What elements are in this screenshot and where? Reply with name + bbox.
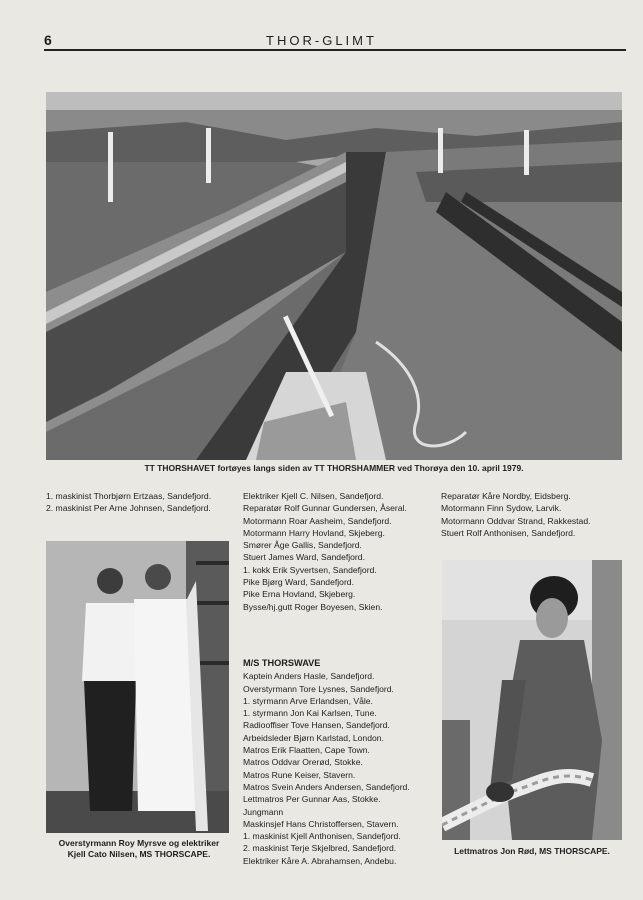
list-item: Jungmann (243, 806, 284, 817)
list-item: Motormann Oddvar Strand, Rakkestad. (441, 515, 591, 526)
crew-list-col3 (441, 490, 621, 539)
list-item: Matros Erik Flaatten, Cape Town. (243, 745, 370, 756)
left-photo-caption (44, 838, 234, 860)
right-photo (442, 560, 622, 840)
list-item: 1. styrmann Arve Erlandsen, Våle. (243, 695, 373, 706)
list-item: Maskinsjef Hans Christoffersen, Stavern. (243, 818, 399, 829)
page-number: 6 (44, 32, 52, 48)
list-item: 2. maskinist Terje Skjelbred, Sandefjord. (243, 843, 397, 854)
crew-list-col2 (243, 490, 433, 613)
top-photo-caption: TT THORSHAVET fortøyes langs siden av TT THORSHAMMER ved Thorøya den 10. april 1979. (144, 463, 524, 473)
list-item: Matros Svein Anders Andersen, Sandefjord. (243, 781, 410, 792)
list-item: Elektriker Kåre A. Abrahamsen, Andebu. (243, 855, 397, 866)
list-item: Reparatør Rolf Gunnar Gundersen, Åseral. (243, 503, 407, 514)
list-item: 2. maskinist Per Arne Johnsen, Sandefjord. (46, 503, 211, 514)
list-item: Motormann Finn Sydow, Larvik. (441, 503, 562, 514)
list-item: Lettmatros Per Gunnar Aas, Stokke. (243, 794, 381, 805)
list-item: Motormann Roar Aasheim, Sandefjord. (243, 515, 392, 526)
list-item: 1. maskinist Kjell Anthonisen, Sandefjord. (243, 831, 401, 842)
publication-title: THOR-GLIMT (266, 33, 377, 48)
list-item: Stuert James Ward, Sandefjord. (243, 552, 365, 563)
list-item: Smører Åge Gallis, Sandefjord. (243, 540, 362, 551)
list-item: Arbeidsleder Bjørn Karlstad, London. (243, 732, 384, 743)
crew-list-col1 (46, 490, 216, 515)
list-item: Bysse/hj.gutt Roger Boyesen, Skien. (243, 601, 383, 612)
list-item: 1. kokk Erik Syvertsen, Sandefjord. (243, 564, 377, 575)
list-item: Overstyrmann Tore Lysnes, Sandefjord. (243, 683, 394, 694)
list-item: 1. styrmann Jon Kai Karlsen, Tune. (243, 708, 377, 719)
left-photo (46, 541, 229, 833)
caption-line: Kjell Cato Nilsen, MS THORSCAPE. (67, 849, 211, 859)
top-photo (46, 92, 622, 460)
section-title: M/S THORSWAVE (243, 658, 321, 668)
list-item: Radiooffiser Tove Hansen, Sandefjord. (243, 720, 390, 731)
list-item: Pike Bjørg Ward, Sandefjord. (243, 577, 354, 588)
right-photo-caption: Lettmatros Jon Rød, MS THORSCAPE. (454, 846, 610, 856)
list-item: Elektriker Kjell C. Nilsen, Sandefjord. (243, 491, 384, 501)
list-item: Matros Rune Keiser, Stavern. (243, 769, 356, 780)
list-item: Reparatør Kåre Nordby, Eidsberg. (441, 491, 571, 501)
caption-line: Overstyrmann Roy Myrsve og elektriker (58, 838, 220, 848)
page-header (0, 0, 643, 52)
thorswave-section (243, 657, 433, 867)
list-item: Stuert Rolf Anthonisen, Sandefjord. (441, 527, 576, 538)
list-item: 1. maskinist Thorbjørn Ertzaas, Sandefjord. (46, 491, 212, 501)
list-item: Pike Erna Hovland, Skjeberg. (243, 589, 356, 600)
list-item: Kaptein Anders Hasle, Sandefjord. (243, 671, 375, 682)
header-rule (44, 49, 626, 51)
list-item: Motormann Harry Hovland, Skjeberg. (243, 527, 385, 538)
list-item: Matros Oddvar Orerød, Stokke. (243, 757, 363, 768)
